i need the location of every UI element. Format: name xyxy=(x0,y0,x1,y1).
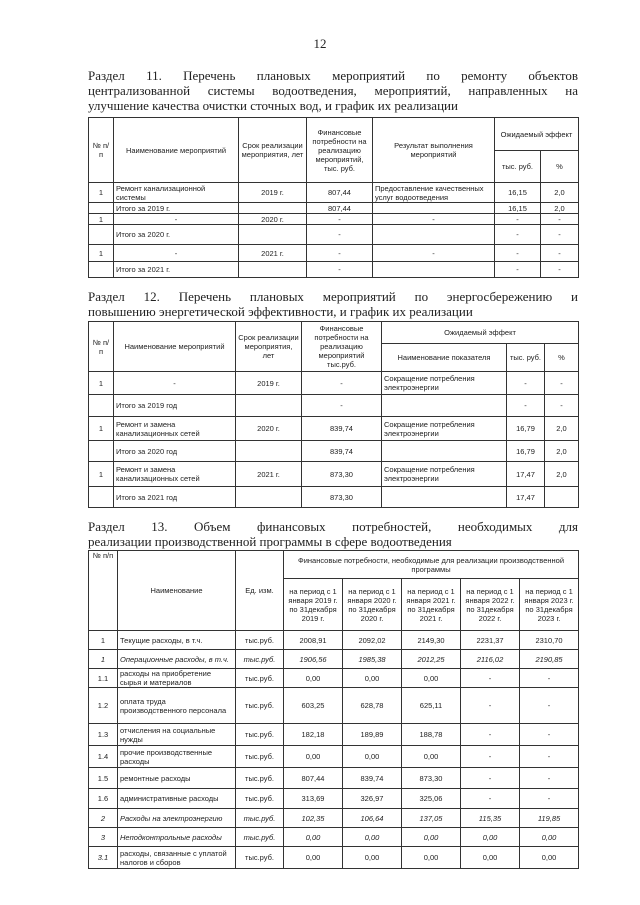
cell: 1 xyxy=(89,183,114,203)
cell: - xyxy=(520,724,579,746)
section-11-table xyxy=(88,117,579,278)
col-period: на период с 1 января 2023 г. по 31декабря 2023 г. xyxy=(520,579,579,631)
cell: 17,47 xyxy=(507,487,545,508)
section-13-heading xyxy=(88,519,578,549)
cell: тыс.руб. xyxy=(236,631,284,650)
cell: 0,00 xyxy=(461,847,520,869)
cell: 106,64 xyxy=(343,809,402,828)
cell: 3 xyxy=(89,828,118,847)
cell: 119,85 xyxy=(520,809,579,828)
cell: 0,00 xyxy=(520,847,579,869)
col-period: на период с 1 января 2019 г. по 31декабря 2019 г. xyxy=(284,579,343,631)
table-row xyxy=(89,650,579,669)
cell: - xyxy=(373,214,495,225)
cell: тыс.руб. xyxy=(236,789,284,809)
cell: - xyxy=(495,262,541,278)
cell: - xyxy=(507,372,545,395)
cell: 0,00 xyxy=(284,828,343,847)
col-unit: Ед. изм. xyxy=(236,551,284,631)
cell xyxy=(239,262,307,278)
cell: - xyxy=(114,214,239,225)
cell xyxy=(373,262,495,278)
table-row xyxy=(89,746,579,768)
cell: 2190,85 xyxy=(520,650,579,669)
cell xyxy=(382,441,507,462)
cell: тыс.руб. xyxy=(236,688,284,724)
cell xyxy=(89,395,114,417)
cell: 3.1 xyxy=(89,847,118,869)
cell: - xyxy=(461,746,520,768)
col-fin: Финансовые потребности на реализацию мероприятий, тыс. руб. xyxy=(307,118,373,183)
table-row xyxy=(89,225,579,245)
cell: Ремонт и замена канализационных сетей xyxy=(114,417,236,441)
col-name: Наименование мероприятий xyxy=(114,118,239,183)
cell xyxy=(545,487,579,508)
cell: отчисления на социальные нужды xyxy=(118,724,236,746)
cell: 102,35 xyxy=(284,809,343,828)
cell: - xyxy=(495,225,541,245)
cell: 628,78 xyxy=(343,688,402,724)
cell xyxy=(382,395,507,417)
cell: 2019 г. xyxy=(239,183,307,203)
cell: 1.4 xyxy=(89,746,118,768)
cell: 2021 г. xyxy=(236,462,302,487)
cell: - xyxy=(461,688,520,724)
cell: тыс.руб. xyxy=(236,768,284,789)
cell: тыс.руб. xyxy=(236,724,284,746)
cell: 16,15 xyxy=(495,203,541,214)
cell xyxy=(236,395,302,417)
cell: 16,79 xyxy=(507,441,545,462)
cell: - xyxy=(520,768,579,789)
cell: - xyxy=(307,262,373,278)
cell: Итого за 2020 г. xyxy=(114,225,239,245)
heading-line: улучшение качества очистки сточных вод, и график их реализации xyxy=(88,98,458,113)
table-row xyxy=(89,809,579,828)
cell: 2231,37 xyxy=(461,631,520,650)
cell: 0,00 xyxy=(402,669,461,688)
cell: 807,44 xyxy=(284,768,343,789)
col-effect: Ожидаемый эффект xyxy=(495,118,579,151)
cell: 1985,38 xyxy=(343,650,402,669)
cell xyxy=(89,225,114,245)
section-13-table xyxy=(88,550,579,869)
cell: - xyxy=(495,214,541,225)
cell: Итого за 2019 год xyxy=(114,395,236,417)
table-row xyxy=(89,395,579,417)
cell: Расходы на электроэнергию xyxy=(118,809,236,828)
cell: - xyxy=(541,225,579,245)
cell xyxy=(373,203,495,214)
cell: 188,78 xyxy=(402,724,461,746)
cell xyxy=(89,487,114,508)
table-row xyxy=(89,847,579,869)
cell: Ремонт канализационной системы xyxy=(114,183,239,203)
cell: 325,06 xyxy=(402,789,461,809)
cell: 0,00 xyxy=(402,847,461,869)
cell: - xyxy=(541,214,579,225)
heading-line: повышению энергетической эффективности, и график их реализации xyxy=(88,304,473,319)
cell: 839,74 xyxy=(302,441,382,462)
cell: 0,00 xyxy=(402,828,461,847)
cell: - xyxy=(520,669,579,688)
cell: - xyxy=(307,214,373,225)
col-num: № п/п xyxy=(89,322,114,372)
cell: Итого за 2020 год xyxy=(114,441,236,462)
col-indicator: Наименование показателя xyxy=(382,344,507,372)
cell: Операционные расходы, в т.ч. xyxy=(118,650,236,669)
table-row xyxy=(89,245,579,262)
col-num: № п/п xyxy=(89,551,118,631)
cell: - xyxy=(307,225,373,245)
cell: 2310,70 xyxy=(520,631,579,650)
cell: - xyxy=(545,395,579,417)
cell: Итого за 2021 год xyxy=(114,487,236,508)
cell: 137,05 xyxy=(402,809,461,828)
table-row xyxy=(89,183,579,203)
cell: тыс.руб. xyxy=(236,650,284,669)
cell: 2,0 xyxy=(545,441,579,462)
page-number: 12 xyxy=(313,36,327,51)
heading-line: Раздел 12. Перечень плановых мероприятий по энергосбережению и xyxy=(88,289,578,304)
cell xyxy=(236,441,302,462)
cell: - xyxy=(461,669,520,688)
cell: 873,30 xyxy=(302,487,382,508)
cell: 115,35 xyxy=(461,809,520,828)
cell xyxy=(382,487,507,508)
cell: - xyxy=(507,395,545,417)
cell: 2021 г. xyxy=(239,245,307,262)
cell: 0,00 xyxy=(284,746,343,768)
cell: Итого за 2021 г. xyxy=(114,262,239,278)
cell: прочие производственные расходы xyxy=(118,746,236,768)
cell: Ремонт и замена канализационных сетей xyxy=(114,462,236,487)
cell: расходы на приобретение сырья и материалов xyxy=(118,669,236,688)
col-num: № п/п xyxy=(89,118,114,183)
cell: 1 xyxy=(89,417,114,441)
cell: 2008,91 xyxy=(284,631,343,650)
col-fin: Финансовые потребности, необходимые для реализации производственной программы xyxy=(284,551,579,579)
cell xyxy=(236,487,302,508)
cell: - xyxy=(373,245,495,262)
cell: 1.1 xyxy=(89,669,118,688)
cell: тыс.руб. xyxy=(236,828,284,847)
cell: - xyxy=(541,262,579,278)
col-fin: Финансовые потребности на реализацию мероприятий тыс.руб. xyxy=(302,322,382,372)
table-row xyxy=(89,417,579,441)
cell: 873,30 xyxy=(302,462,382,487)
col-pct: % xyxy=(541,151,579,183)
col-period: на период с 1 января 2022 г. по 31декабря 2022 г. xyxy=(461,579,520,631)
cell: 1.3 xyxy=(89,724,118,746)
section-12-table xyxy=(88,321,579,508)
cell: ремонтные расходы xyxy=(118,768,236,789)
cell: Сокращение потребления электроэнергии xyxy=(382,462,507,487)
table-row xyxy=(89,462,579,487)
col-term: Срок реализации мероприятия, лет xyxy=(236,322,302,372)
cell: 16,15 xyxy=(495,183,541,203)
cell: 0,00 xyxy=(343,847,402,869)
cell: 1 xyxy=(89,631,118,650)
cell: - xyxy=(461,768,520,789)
cell: 0,00 xyxy=(343,828,402,847)
cell: - xyxy=(495,245,541,262)
heading-line: Раздел 13. Объем финансовых потребностей, необходимых для xyxy=(88,519,578,534)
col-name: Наименование xyxy=(118,551,236,631)
cell: Неподконтрольные расходы xyxy=(118,828,236,847)
cell: 1.6 xyxy=(89,789,118,809)
cell xyxy=(239,203,307,214)
cell: 1 xyxy=(89,650,118,669)
cell: 625,11 xyxy=(402,688,461,724)
cell xyxy=(89,203,114,214)
cell: оплата труда производственного персонала xyxy=(118,688,236,724)
cell: 182,18 xyxy=(284,724,343,746)
cell: 0,00 xyxy=(402,746,461,768)
col-rub: тыс. руб. xyxy=(507,344,545,372)
cell xyxy=(89,262,114,278)
cell: 2020 г. xyxy=(239,214,307,225)
cell: 1 xyxy=(89,372,114,395)
cell: 603,25 xyxy=(284,688,343,724)
cell: 2019 г. xyxy=(236,372,302,395)
cell: - xyxy=(545,372,579,395)
cell: 17,47 xyxy=(507,462,545,487)
cell: 839,74 xyxy=(302,417,382,441)
cell: Итого за 2019 г. xyxy=(114,203,239,214)
cell: 1 xyxy=(89,214,114,225)
col-pct: % xyxy=(545,344,579,372)
cell: - xyxy=(520,789,579,809)
cell: - xyxy=(461,789,520,809)
section-12-heading xyxy=(88,289,578,319)
cell: 0,00 xyxy=(284,847,343,869)
cell: 1906,56 xyxy=(284,650,343,669)
table-row xyxy=(89,789,579,809)
table-row xyxy=(89,669,579,688)
cell xyxy=(373,225,495,245)
col-effect: Ожидаемый эффект xyxy=(382,322,579,344)
cell: 2020 г. xyxy=(236,417,302,441)
cell: 0,00 xyxy=(284,669,343,688)
section-11-heading xyxy=(88,68,578,113)
table-row xyxy=(89,262,579,278)
cell xyxy=(89,441,114,462)
table-row xyxy=(89,487,579,508)
cell: 313,69 xyxy=(284,789,343,809)
cell: 16,79 xyxy=(507,417,545,441)
table-row xyxy=(89,203,579,214)
cell: 1.2 xyxy=(89,688,118,724)
cell: - xyxy=(520,746,579,768)
col-period: на период с 1 января 2020 г. по 31декабря 2020 г. xyxy=(343,579,402,631)
cell: 1 xyxy=(89,462,114,487)
cell: 2,0 xyxy=(545,462,579,487)
cell: - xyxy=(114,372,236,395)
col-rub: тыс. руб. xyxy=(495,151,541,183)
cell: - xyxy=(520,688,579,724)
cell: тыс.руб. xyxy=(236,746,284,768)
cell: тыс.руб. xyxy=(236,669,284,688)
cell: Сокращение потребления электроэнергии xyxy=(382,372,507,395)
col-name: Наименование мероприятий xyxy=(114,322,236,372)
cell: 2,0 xyxy=(541,203,579,214)
cell: тыс.руб. xyxy=(236,809,284,828)
table-row xyxy=(89,631,579,650)
cell: 807,44 xyxy=(307,183,373,203)
table-row xyxy=(89,372,579,395)
col-result: Результат выполнения мероприятий xyxy=(373,118,495,183)
table-row xyxy=(89,688,579,724)
cell: расходы, связанные с уплатой налогов и сборов xyxy=(118,847,236,869)
cell: тыс.руб. xyxy=(236,847,284,869)
cell: 0,00 xyxy=(343,669,402,688)
cell: Текущие расходы, в т.ч. xyxy=(118,631,236,650)
cell: 873,30 xyxy=(402,768,461,789)
cell: - xyxy=(461,724,520,746)
cell: 839,74 xyxy=(343,768,402,789)
cell: 0,00 xyxy=(520,828,579,847)
table-row xyxy=(89,724,579,746)
cell: административные расходы xyxy=(118,789,236,809)
cell: Сокращение потребления электроэнергии xyxy=(382,417,507,441)
cell: 807,44 xyxy=(307,203,373,214)
heading-line: централизованной системы водоотведения, мероприятий, направленных на xyxy=(88,83,578,98)
cell: 326,97 xyxy=(343,789,402,809)
cell: 2,0 xyxy=(541,183,579,203)
cell: Предоставление качественных услуг водоотведения xyxy=(373,183,495,203)
cell: - xyxy=(307,245,373,262)
table-row xyxy=(89,768,579,789)
table-row xyxy=(89,214,579,225)
cell: 2 xyxy=(89,809,118,828)
table-row xyxy=(89,441,579,462)
cell: 2149,30 xyxy=(402,631,461,650)
col-period: на период с 1 января 2021 г. по 31декабря 2021 г. xyxy=(402,579,461,631)
cell: 0,00 xyxy=(461,828,520,847)
col-term: Срок реализации мероприятия, лет xyxy=(239,118,307,183)
cell: - xyxy=(302,395,382,417)
cell: - xyxy=(541,245,579,262)
cell: 2092,02 xyxy=(343,631,402,650)
cell xyxy=(239,225,307,245)
cell: 1 xyxy=(89,245,114,262)
cell: - xyxy=(302,372,382,395)
cell: 1.5 xyxy=(89,768,118,789)
cell: 2012,25 xyxy=(402,650,461,669)
table-row xyxy=(89,828,579,847)
heading-line: реализации производственной программы в сфере водоотведения xyxy=(88,534,452,549)
cell: 2,0 xyxy=(545,417,579,441)
heading-line: Раздел 11. Перечень плановых мероприятий по ремонту объектов xyxy=(88,68,578,83)
cell: 2116,02 xyxy=(461,650,520,669)
cell: 0,00 xyxy=(343,746,402,768)
cell: 189,89 xyxy=(343,724,402,746)
cell: - xyxy=(114,245,239,262)
